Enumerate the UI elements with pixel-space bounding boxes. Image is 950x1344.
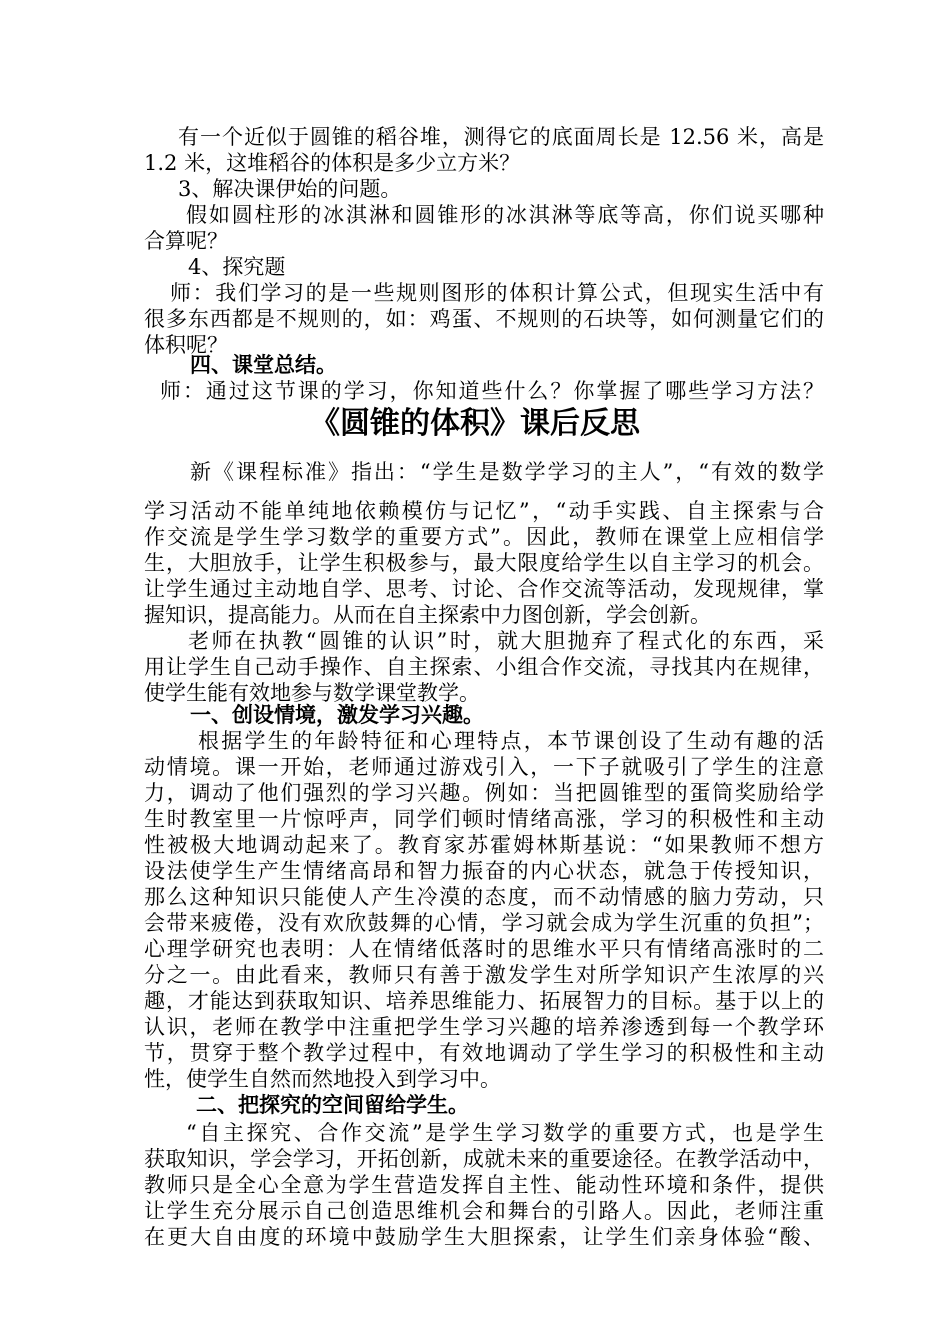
paragraph-line: 学习活动不能单纯地依赖模仿与记忆”，“动手实践、自主探索与合 (144, 499, 824, 523)
item3-text-line: 合算呢？ (144, 229, 228, 253)
reflection-title: 《圆锥的体积》课后反思 (310, 406, 640, 441)
item3-heading: 3、解决课伊始的问题。 (178, 177, 402, 201)
summary-text-line: 师：通过这节课的学习，你知道些什么？你掌握了哪些学习方法？ (160, 379, 824, 403)
paragraph-line: 生，大胆放手，让学生积极参与，最大限度给学生以自主学习的机会。 (144, 551, 824, 575)
section-heading-2: 二、把探究的空间留给学生。 (196, 1092, 469, 1117)
paragraph-line: 在更大自由度的环境中鼓励学生大胆探索，让学生们亲身体验“酸、 (144, 1225, 824, 1249)
paragraph-line: 作交流是学生学习数学的重要方式”。因此，教师在课堂上应相信学 (144, 525, 824, 549)
paragraph-line: 用让学生自己动手操作、自主探索、小组合作交流，寻找其内在规律， (144, 655, 824, 679)
paragraph-line: 使学生能有效地参与数学课堂教学。 (144, 681, 480, 705)
item4-heading: 4、探究题 (188, 255, 286, 279)
section-heading-1: 一、创设情境，激发学习兴趣。 (190, 702, 484, 727)
paragraph-line: 性，使学生自然而然地投入到学习中。 (144, 1067, 501, 1091)
item4-text-line: 体积呢？ (144, 333, 228, 357)
paragraph-line: 分之一。由此看来，教师只有善于激发学生对所学知识产生浓厚的兴 (144, 963, 824, 987)
paragraph-line: 教师只是全心全意为学生营造发挥自主性、能动性环境和条件，提供 (144, 1173, 824, 1197)
paragraph-line: 动情境。课一开始，老师通过游戏引入，一下子就吸引了学生的注意 (144, 755, 824, 779)
paragraph-line: 新《课程标准》指出：“学生是数学学习的主人”，“有效的数学 (190, 460, 824, 484)
paragraph-line: 让学生通过主动地自学、思考、讨论、合作交流等活动，发现规律，掌 (144, 577, 824, 601)
item4-text-line: 很多东西都是不规则的，如：鸡蛋、不规则的石块等，如何测量它们的 (144, 307, 824, 331)
paragraph-line: 握知识，提高能力。从而在自主探索中力图创新，学会创新。 (144, 603, 711, 627)
paragraph-line: 力，调动了他们强烈的学习兴趣。例如：当把圆锥型的蛋筒奖励给学 (144, 781, 824, 805)
paragraph-line: 生时教室里一片惊呼声，同学们顿时情绪高涨，学习的积极性和主动 (144, 807, 824, 831)
problem-text-line: 有一个近似于圆锥的稻谷堆，测得它的底面周长是 12.56 米，高是 (178, 125, 824, 149)
problem-text-line: 1.2 米，这堆稻谷的体积是多少立方米？ (144, 151, 521, 175)
paragraph-line: 老师在执教“圆锥的认识”时，就大胆抛弃了程式化的东西，采 (188, 629, 824, 653)
paragraph-line: 设法使学生产生情绪高昂和智力振奋的内心状态，就急于传授知识， (144, 859, 824, 883)
paragraph-line: 那么这种知识只能使人产生冷漠的态度，而不动情感的脑力劳动，只 (144, 885, 824, 909)
paragraph-line: 根据学生的年龄特征和心理特点，本节课创设了生动有趣的活 (198, 729, 824, 753)
summary-heading: 四、课堂总结。 (190, 352, 337, 377)
paragraph-line: 节，贯穿于整个教学过程中，有效地调动了学生学习的积极性和主动 (144, 1041, 824, 1065)
item3-text-line: 假如圆柱形的冰淇淋和圆锥形的冰淇淋等底等高，你们说买哪种 (186, 203, 824, 227)
paragraph-line: 会带来疲倦，没有欢欣鼓舞的心情，学习就会成为学生沉重的负担”； (144, 911, 824, 935)
paragraph-line: 性被极大地调动起来了。教育家苏霍姆林斯基说：“如果教师不想方 (144, 833, 824, 857)
paragraph-line: 趣，才能达到获取知识、培养思维能力、拓展智力的目标。基于以上的 (144, 989, 824, 1013)
paragraph-line: “自主探究、合作交流”是学生学习数学的重要方式，也是学生 (186, 1121, 824, 1145)
paragraph-line: 心理学研究也表明：人在情绪低落时的思维水平只有情绪高涨时的二 (144, 937, 824, 961)
paragraph-line: 获取知识，学会学习，开拓创新，成就未来的重要途径。在教学活动中， (144, 1147, 824, 1171)
paragraph-line: 认识，老师在教学中注重把学生学习兴趣的培养渗透到每一个教学环 (144, 1015, 824, 1039)
item4-text-line: 师：我们学习的是一些规则图形的体积计算公式，但现实生活中有 (170, 281, 824, 305)
paragraph-line: 让学生充分展示自己创造思维机会和舞台的引路人。因此，老师注重 (144, 1199, 824, 1223)
